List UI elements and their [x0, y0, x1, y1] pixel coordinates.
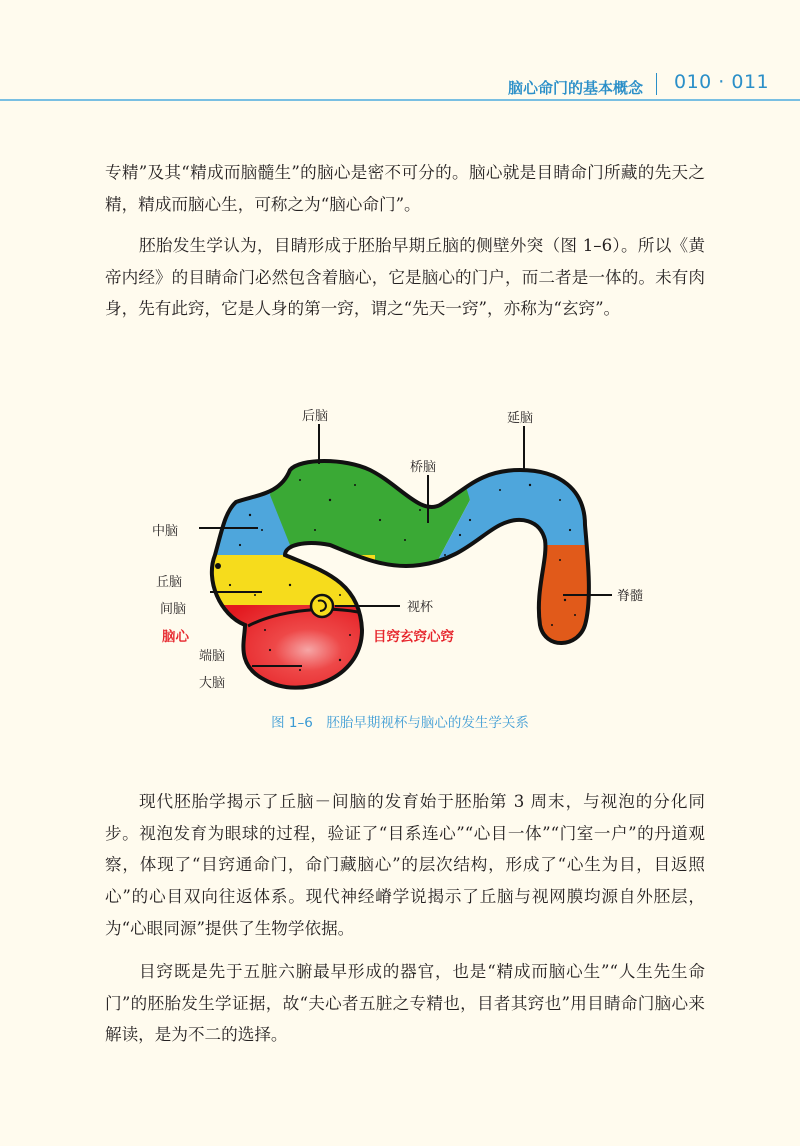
header-separator — [656, 73, 657, 95]
label-thalamus: 丘脑 — [156, 575, 183, 590]
region-spinal-cord — [520, 545, 610, 665]
label-diencephalon: 间脑 — [160, 602, 187, 617]
figure-caption: 图 1–6 胚胎早期视杯与脑心的发生学关系 — [271, 715, 529, 731]
label-brain-heart: 脑心 — [162, 629, 189, 645]
label-optic-cup: 视杯 — [407, 600, 434, 615]
label-medulla: 延脑 — [507, 411, 534, 426]
paragraph-3: 现代胚胎学揭示了丘脑－间脑的发育始于胚胎第 3 周末，与视泡的分化同步。视泡发育为眼球的过程，验证了“目系连心”“心目一体”“门室一户”的丹道观察，体现了“目窍通命门，命门藏脑心”的层次结构，形成了“心生为目，目返照心”的心目双向往返体系。现代神经嵴学说揭示了丘脑与视网膜均源自外胚层，为“心眼同源”提供了生物学依据。 — [105, 792, 705, 938]
label-spinal-cord: 脊髓 — [617, 589, 644, 604]
page-numbers: 010 · 011 — [674, 71, 770, 93]
label-cerebrum: 大脑 — [199, 676, 226, 691]
label-hindbrain: 后脑 — [302, 409, 329, 424]
label-eye-orifice: 目窍玄窍心窍 — [373, 629, 454, 645]
paragraph-1: 专精”及其“精成而脑髓生”的脑心是密不可分的。脑心就是目睛命门所藏的先天之精，精成而脑心生，可称之为“脑心命门”。 — [105, 163, 705, 214]
embryo-brain-diagram — [0, 395, 800, 725]
label-telencephalon: 端脑 — [199, 649, 226, 664]
label-pons: 桥脑 — [410, 460, 437, 475]
running-head-title: 脑心命门的基本概念 — [508, 79, 644, 97]
paragraph-2: 胚胎发生学认为，目睛形成于胚胎早期丘脑的侧壁外突（图 1–6）。所以《黄帝内经》的目睛命门必然包含着脑心，它是脑心的门户，而二者是一体的。未有肉身，先有此窍，它是人身的第一窍，谓之“先天一窍”，亦称为“玄窍”。 — [105, 236, 705, 319]
paragraph-4: 目窍既是先于五脏六腑最早形成的器官，也是“精成而脑心生”“人生先生命门”的胚胎发生学证据，故“夫心者五脏之专精也，目者其窍也”用目睛命门脑心来解读，是为不二的选择。 — [105, 962, 705, 1045]
embryo-brain-figure — [0, 395, 800, 725]
header-rule — [0, 99, 800, 101]
label-midbrain: 中脑 — [152, 524, 179, 539]
